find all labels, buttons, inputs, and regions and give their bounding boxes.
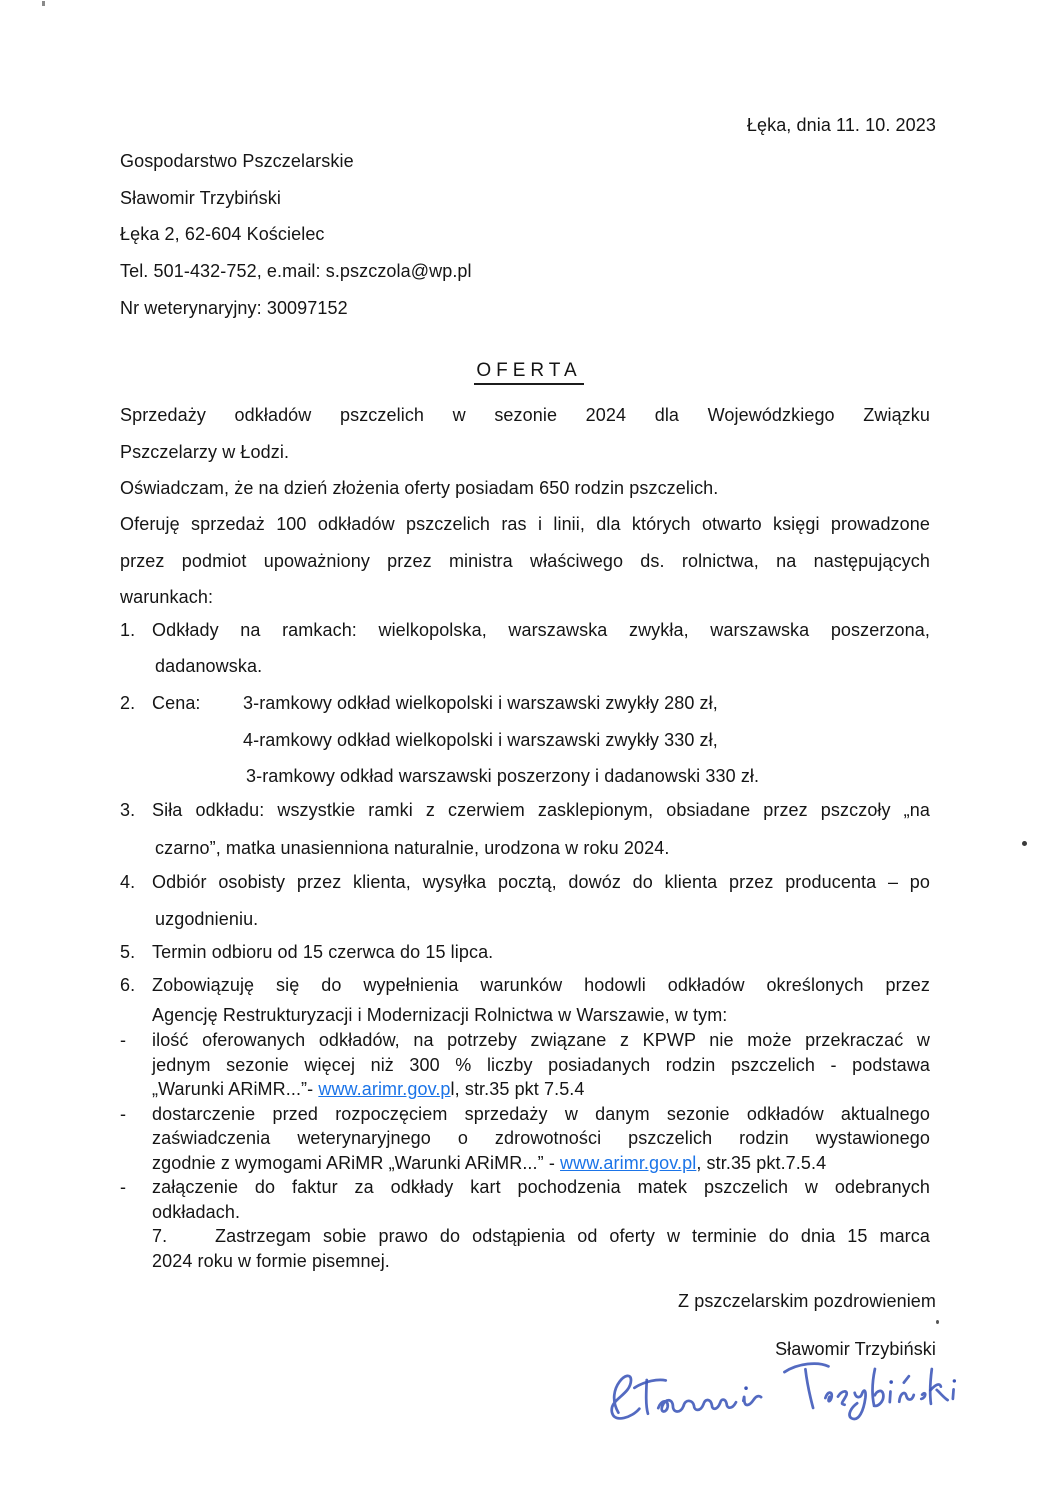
handwritten-signature: [596, 1340, 959, 1457]
intro-line: przez podmiot upoważniony przez ministra właściwego ds. rolnictwa, na następujących: [120, 551, 930, 571]
sub-item-3-cont: odkładach.: [152, 1202, 241, 1222]
link-prefix-text: zgodnie z wymogami ARiMR „Warunki ARiMR...” -: [152, 1153, 561, 1173]
list-item-text: Zastrzegam sobie prawo do odstąpienia od oferty w terminie do dnia 15 marca: [215, 1226, 930, 1246]
list-item-text: Odkłady na ramkach: wielkopolska, warszawska zwykła, warszawska poszerzona,: [152, 620, 930, 640]
list-item-1: [120, 617, 930, 643]
date-line: Łęka, dnia 11. 10. 2023: [746, 115, 936, 135]
list-item-3: [120, 797, 930, 823]
dash-bullet: -: [120, 1177, 127, 1197]
arimr-link[interactable]: www.arimr.gov.pl: [560, 1153, 697, 1173]
scan-speck: [936, 1320, 939, 1324]
dash-bullet: -: [120, 1030, 127, 1050]
list-item-2: [120, 690, 930, 716]
sub-item-3: [120, 1175, 930, 1200]
sub-item-text: dostarczenie przed rozpoczęciem sprzedaży w danym sezonie odkładów aktualnego: [152, 1104, 930, 1124]
sub-item-text: załączenie do faktur za odkłady kart pochodzenia matek pszczelich w odebranych: [152, 1177, 930, 1197]
list-item-6: [120, 973, 930, 998]
signature-ink-icon: [596, 1340, 959, 1453]
price-line: 3-ramkowy odkład wielkopolski i warszawski zwykły 280 zł,: [243, 693, 718, 713]
link-suffix-text: , str.35 pkt.7.5.4: [696, 1153, 827, 1173]
arimr-link[interactable]: www.arimr.gov.p: [318, 1079, 451, 1099]
sender-vet-number-line: Nr weterynaryjny: 30097152: [120, 298, 348, 318]
list-item-text: Zobowiązuję się do wypełnienia warunków hodowli odkładów określonych przez: [152, 975, 930, 995]
price-line: 4-ramkowy odkład wielkopolski i warszawski zwykły 330 zł,: [243, 730, 718, 750]
intro-line: Oferuję sprzedaż 100 odkładów pszczelich ras i linii, dla których otwarto księgi prowadzone: [120, 514, 930, 534]
list-item-7: [152, 1224, 930, 1249]
list-number: 7.: [152, 1226, 168, 1246]
intro-line: warunkach:: [120, 587, 214, 607]
list-item-6-cont: Agencję Restrukturyzacji i Modernizacji Rolnictwa w Warszawie, w tym:: [152, 1005, 728, 1025]
list-item-4-cont: uzgodnieniu.: [155, 909, 259, 929]
sub-item-2: [120, 1102, 930, 1127]
list-item-text: Siła odkładu: wszystkie ramki z czerwiem zasklepionym, obsiadane przez pszczoły „na: [152, 800, 930, 820]
list-number: 2.: [120, 693, 136, 713]
list-number: 1.: [120, 620, 136, 640]
sub-item-1-cont: jednym sezonie więcej niż 300 % liczby posiadanych rodzin pszczelich - podstawa: [152, 1055, 930, 1075]
scan-speck: [42, 1, 45, 6]
sender-address-line: Łęka 2, 62-604 Kościelec: [120, 224, 325, 244]
sub-item-1-link-line: [152, 1077, 930, 1102]
list-item-4: [120, 869, 930, 895]
price-label: Cena:: [152, 693, 201, 713]
price-line: 3-ramkowy odkład warszawski poszerzony i dadanowski 330 zł.: [246, 766, 760, 786]
closing-salutation: Z pszczelarskim pozdrowieniem: [678, 1291, 936, 1311]
offer-title-text: OFERTA: [474, 360, 583, 385]
sender-contact-line: Tel. 501-432-752, e.mail: s.pszczola@wp.pl: [120, 261, 472, 281]
sender-farm-line: Gospodarstwo Pszczelarskie: [120, 151, 354, 171]
list-item-3-cont: czarno”, matka unasienniona naturalnie, urodzona w roku 2024.: [155, 838, 670, 858]
link-prefix-text: „Warunki ARiMR...”-: [152, 1079, 319, 1099]
list-number: 3.: [120, 800, 136, 820]
sub-item-2-link-line: [152, 1151, 930, 1176]
list-item-7-cont: 2024 roku w formie pisemnej.: [152, 1251, 390, 1271]
dash-bullet: -: [120, 1104, 127, 1124]
list-number: 6.: [120, 975, 136, 995]
sub-item-text: ilość oferowanych odkładów, na potrzeby związane z KPWP nie może przekraczać w: [152, 1030, 930, 1050]
list-item-1-cont: dadanowska.: [155, 656, 263, 676]
sub-item-2-cont: zaświadczenia weterynaryjnego o zdrowotności pszczelich rodzin wystawionego: [152, 1128, 930, 1148]
closing-name: Sławomir Trzybiński: [775, 1339, 936, 1359]
link-suffix-text: l, str.35 pkt 7.5.4: [450, 1079, 585, 1099]
sender-name-line: Sławomir Trzybiński: [120, 188, 281, 208]
intro-line: Sprzedaży odkładów pszczelich w sezonie 2024 dla Wojewódzkiego Związku: [120, 405, 930, 425]
offer-title: [0, 360, 1058, 382]
list-item-5: [120, 939, 930, 965]
list-item-text: Odbiór osobisty przez klienta, wysyłka pocztą, dowóz do klienta przez producenta – po: [152, 872, 930, 892]
list-number: 4.: [120, 872, 136, 892]
intro-line: Pszczelarzy w Łodzi.: [120, 442, 290, 462]
list-number: 5.: [120, 942, 136, 962]
scan-speck: [1022, 841, 1027, 846]
list-item-text: Termin odbioru od 15 czerwca do 15 lipca.: [152, 942, 494, 962]
sub-item-1: [120, 1028, 930, 1053]
intro-line: Oświadczam, że na dzień złożenia oferty posiadam 650 rodzin pszczelich.: [120, 478, 719, 498]
